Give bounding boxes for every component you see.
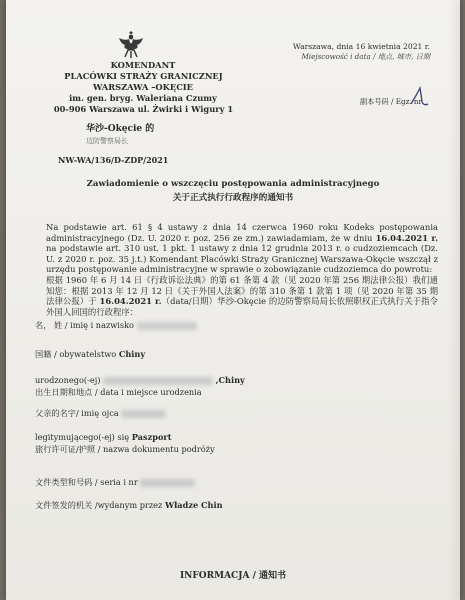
- body-chinese-date: 16.04.2021 r.: [99, 296, 162, 307]
- name-field: [35, 320, 197, 331]
- title-chinese: 关于正式执行行政程序的通知书: [172, 193, 294, 203]
- redacted-birth-data: [103, 377, 213, 385]
- issuer-value: Władze Chin: [164, 500, 223, 510]
- case-reference: NW-WA/136/D-ZDP/2021: [58, 155, 169, 165]
- birth-field: [35, 375, 245, 385]
- document-caption: 旅行许可证/护照 / nazwa dokumentu podróży: [35, 444, 215, 454]
- copy-number-label: 副本号码 / Egz. nr: [359, 97, 422, 106]
- document-value: Paszport: [131, 432, 172, 442]
- redacted-name: [137, 322, 197, 330]
- redacted-series-number: [140, 479, 195, 487]
- series-label: 文件类型和号码 / seria i nr: [35, 477, 138, 487]
- series-field: [35, 477, 195, 488]
- body-paragraph-chinese: [46, 275, 438, 317]
- header-line-5: 00-906 Warszawa ul. Żwirki i Wigury 1: [53, 104, 234, 114]
- born-value: ,Chiny: [215, 375, 245, 385]
- body-chinese-part-2: （data/日期）华沙-Okęcie 的边防警察局局长依照职权正式执行关于指令外国人回国的行政程序：: [46, 296, 438, 317]
- name-label: 名， 姓 / imię i nazwisko: [35, 320, 134, 330]
- header-line-4: im. gen. bryg. Waleriana Czumy: [69, 93, 217, 103]
- citizenship-field: [35, 349, 145, 360]
- father-field: [35, 408, 166, 419]
- chinese-station-subline: 边防警察局长: [86, 137, 128, 145]
- body-chinese-part-1: 根据 1960 年 6 月 14 日《行政诉讼法典》的第 61 条第 4 款（见 2020 年第 256 期法律公报）我们通知您：根据 2013 年 12 月 12 日《关于外国人法案》的第 310 条第 1 款第 1 项（见 2020 年第 35 期法律公报）于: [46, 275, 438, 307]
- born-caption: 出生日期和地点 / data i miejsce urodzenia: [35, 387, 202, 397]
- handwritten-mark-icon: [408, 84, 434, 110]
- header-line-2: PLACÓWKI STRAŻY GRANICZNEJ: [64, 71, 223, 81]
- father-label: 父亲的名字/ imię ojca: [35, 408, 119, 418]
- title-polish: Zawiadomienie o wszczęciu postępowania administracyjnego: [86, 179, 380, 189]
- body-polish-part-2: na podstawie art. 310 ust. 1 pkt. 1 ustawy z dnia 12 grudnia 2013 r. o cudzoziemcach (Dz. U. z 2020 r. poz. 35 j.t.) Komendant Placówki Straży Granicznej Warszawa-Okęcie wszczął z urzędu postępowanie administracyjne w sprawie o zobowiązanie cudzoziemca do powrotu:: [46, 243, 438, 275]
- document-page: [6, 0, 460, 600]
- date-caption: Miejscowość i data / 地点, 城市, 日期: [301, 52, 430, 61]
- polish-eagle-emblem: [117, 28, 145, 60]
- header-line-3: WARSZAWA –OKĘCIE: [92, 82, 194, 92]
- chinese-station-line: 华沙-Okęcie 的: [86, 124, 155, 134]
- body-polish-date: 16.04.2021 r.: [375, 232, 438, 243]
- issuer-field: [35, 500, 223, 511]
- issuer-label: 文件签发的机关 /wydanym przez: [35, 500, 165, 510]
- citizenship-value: Chiny: [118, 349, 146, 359]
- document-label: legitymującego(-ej) się: [35, 432, 132, 442]
- document-field: [35, 432, 172, 442]
- redacted-father-name: [121, 410, 166, 418]
- body-paragraph-polish: [46, 222, 438, 275]
- citizenship-label: 国籍 / obywatelstwo: [35, 349, 119, 359]
- date-line: Warszawa, dnia 16 kwietnia 2021 r.: [292, 42, 430, 51]
- header-line-1: KOMENDANT: [110, 60, 176, 70]
- born-label: urodzonego(-ej): [35, 375, 104, 385]
- information-heading: INFORMACJA / 通知书: [179, 571, 287, 581]
- body-polish-part-1: Na podstawie art. 61 § 4 ustawy z dnia 14 czerwca 1960 roku Kodeks postępowania administracyjnego (Dz. U. 2020 r. poz. 256 ze zm.) zawiadamiam, że w dniu: [46, 222, 438, 243]
